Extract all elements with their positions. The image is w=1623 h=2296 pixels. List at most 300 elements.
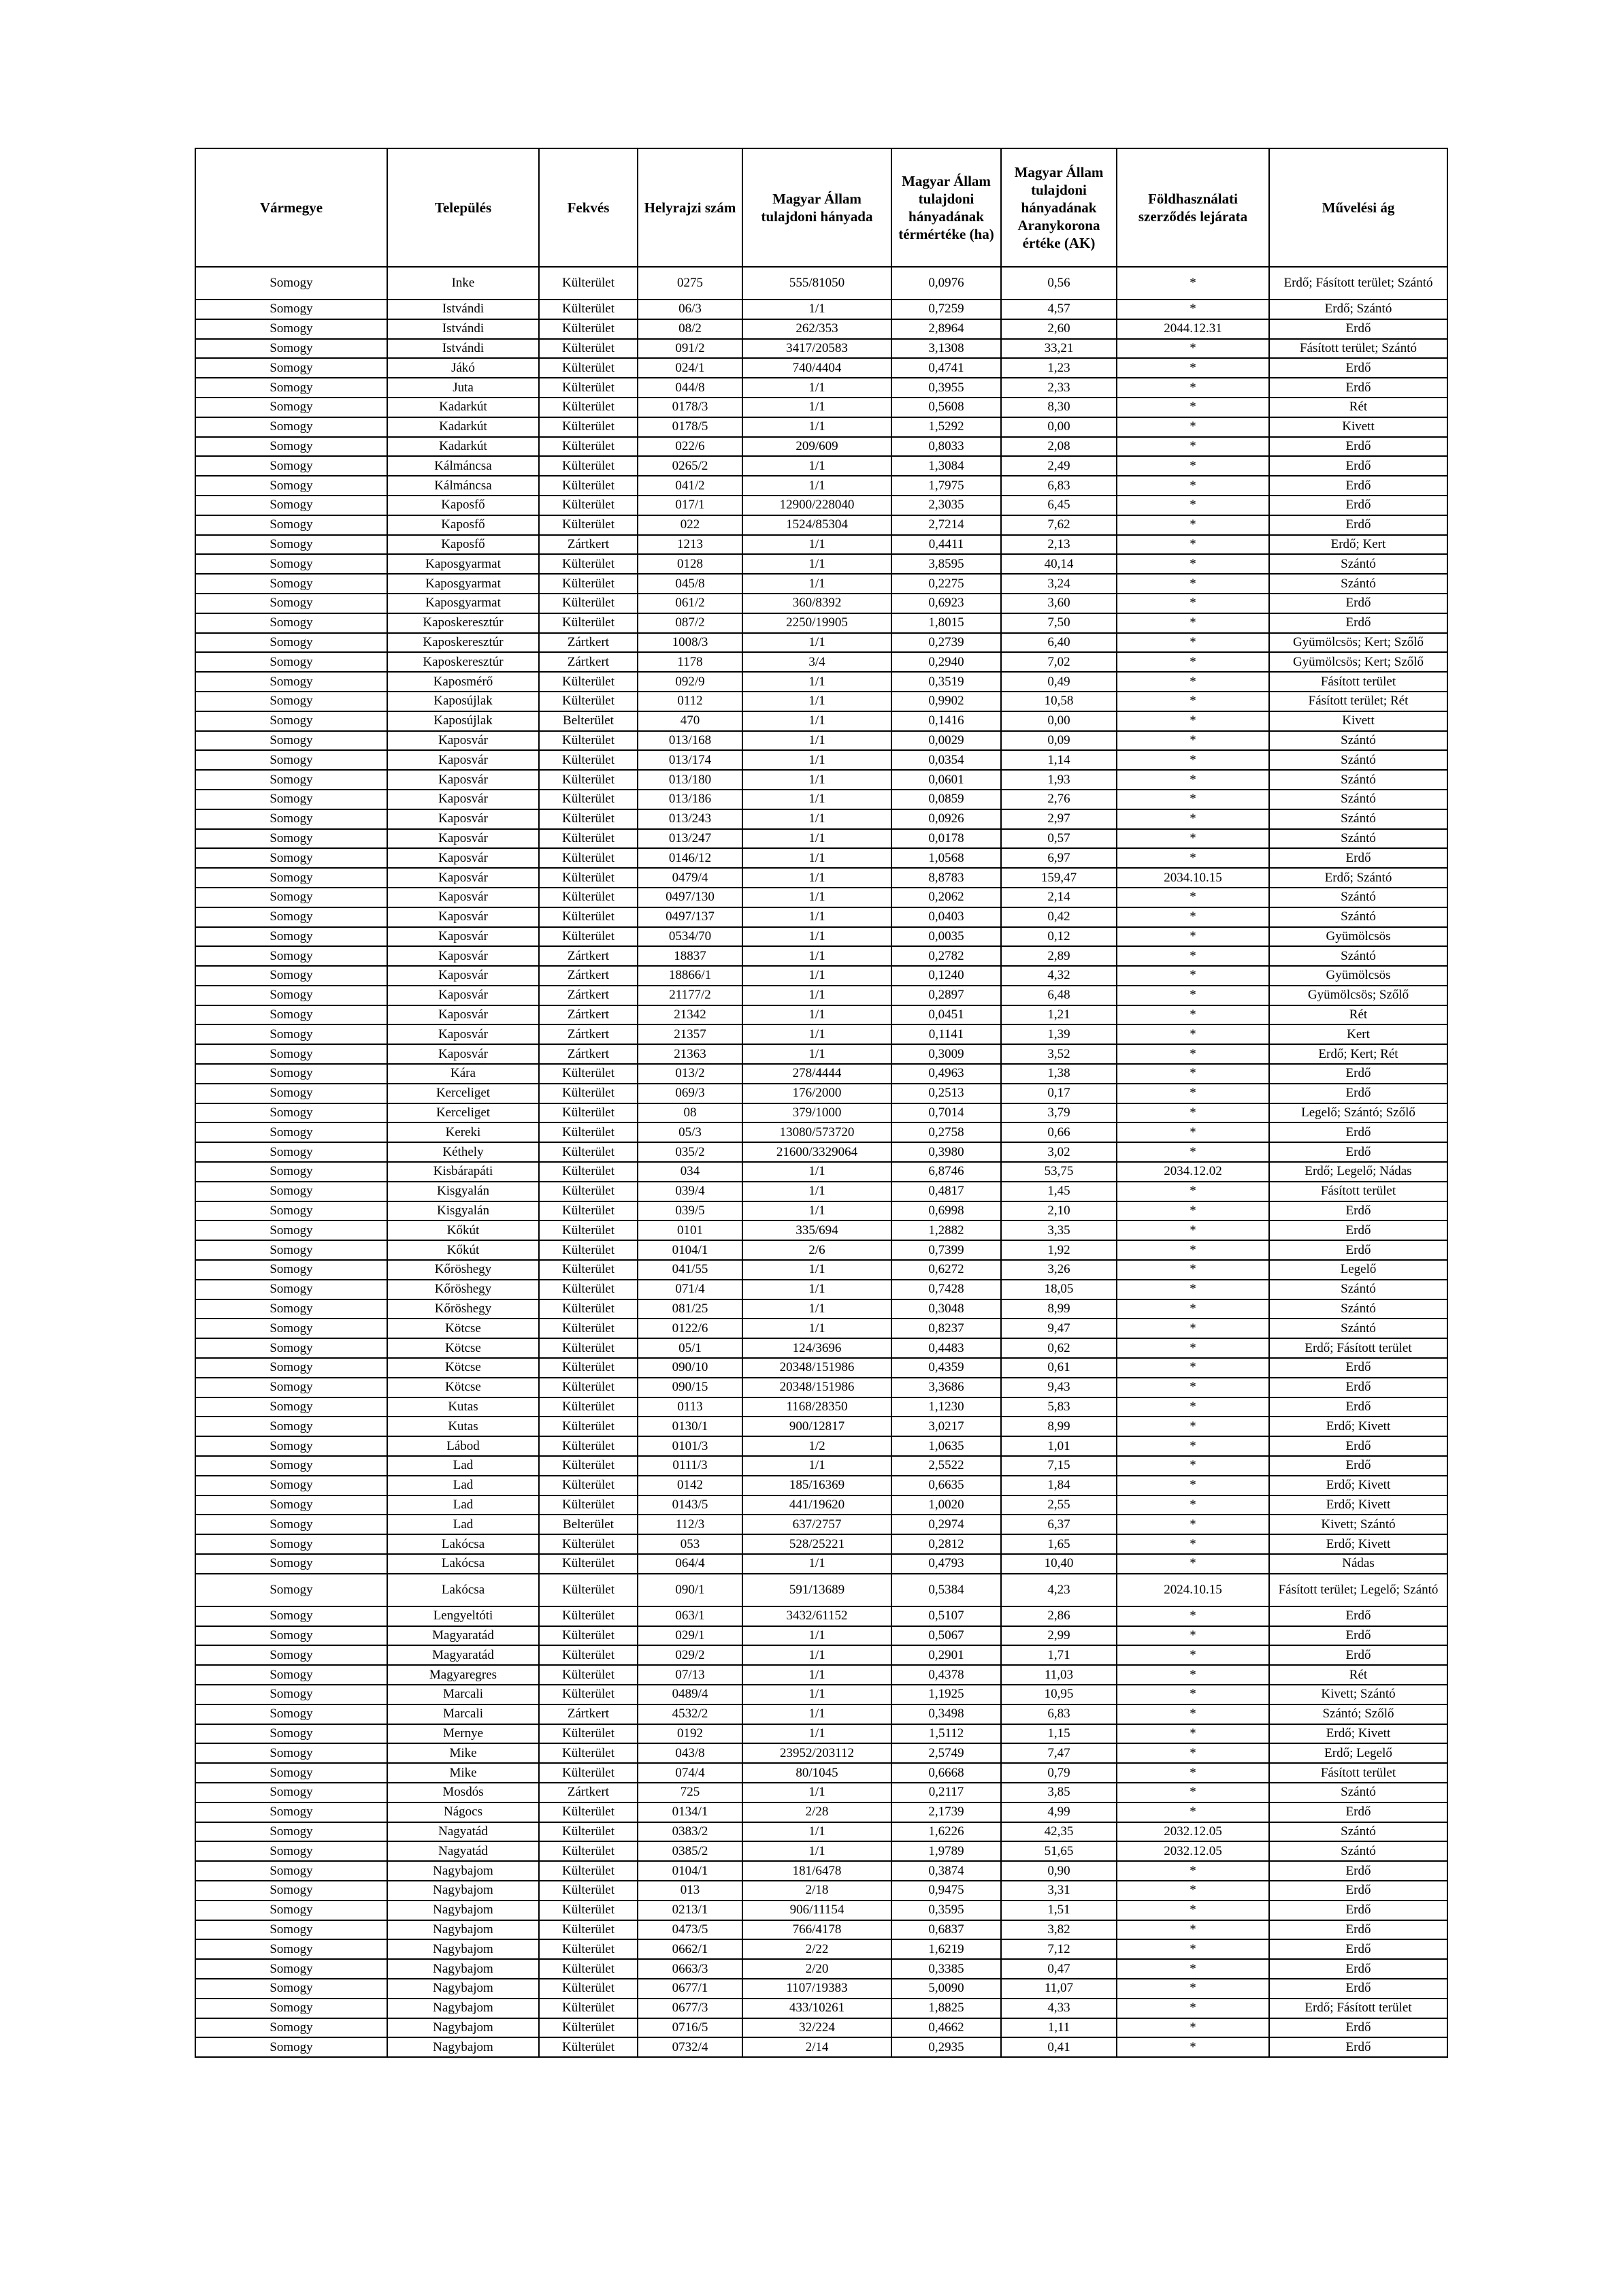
cell-vármegye: Somogy [195,2037,387,2057]
cell-helyrajzi-szám: 07/13 [638,1665,742,1685]
cell-vármegye: Somogy [195,1685,387,1704]
cell-aranykorona: 9,47 [1001,1319,1117,1338]
cell-aranykorona: 0,47 [1001,1959,1117,1979]
cell-fekvés: Zártkert [539,1024,638,1044]
cell-szerzodes-lejarata: * [1117,2037,1269,2057]
cell-aranykorona: 2,86 [1001,1606,1117,1626]
cell-helyrajzi-szám: 0383/2 [638,1822,742,1842]
cell-vármegye: Somogy [195,1397,387,1417]
table-row [195,1959,1447,1979]
cell-tulajdoni-hanyad: 1/1 [742,1162,891,1182]
cell-szerzodes-lejarata: * [1117,1220,1269,1240]
cell-aranykorona: 1,11 [1001,2018,1117,2038]
cell-tulajdoni-hanyad: 1524/85304 [742,515,891,535]
table-row [195,750,1447,770]
table-row [195,1417,1447,1436]
cell-vármegye: Somogy [195,1901,387,1920]
cell-termertek: 0,0354 [891,750,1001,770]
cell-termertek: 0,7014 [891,1103,1001,1123]
table-row [195,907,1447,927]
cell-fekvés: Külterület [539,1822,638,1842]
cell-fekvés: Külterület [539,927,638,947]
cell-fekvés: Külterület [539,1939,638,1959]
cell-fekvés: Külterület [539,1685,638,1704]
cell-muvelesi-ag: Erdő [1269,1901,1447,1920]
cell-muvelesi-ag: Erdő [1269,1645,1447,1665]
cell-termertek: 0,2739 [891,633,1001,653]
cell-helyrajzi-szám: 029/2 [638,1645,742,1665]
cell-település: Istvándi [387,319,539,339]
cell-fekvés: Külterület [539,339,638,359]
cell-vármegye: Somogy [195,692,387,711]
cell-helyrajzi-szám: 0143/5 [638,1495,742,1515]
cell-termertek: 0,6923 [891,594,1001,613]
cell-tulajdoni-hanyad: 32/224 [742,2018,891,2038]
header-row [195,148,1447,267]
cell-helyrajzi-szám: 090/10 [638,1358,742,1378]
cell-fekvés: Belterület [539,711,638,731]
cell-szerzodes-lejarata: * [1117,1743,1269,1763]
cell-vármegye: Somogy [195,1724,387,1744]
cell-település: Kötcse [387,1358,539,1378]
cell-település: Nagybajom [387,1920,539,1940]
cell-szerzodes-lejarata: * [1117,554,1269,574]
cell-aranykorona: 6,45 [1001,496,1117,515]
cell-termertek: 2,5522 [891,1456,1001,1476]
table-row [195,1397,1447,1417]
cell-szerzodes-lejarata: * [1117,907,1269,927]
cell-település: Kaposkeresztúr [387,613,539,633]
cell-szerzodes-lejarata: * [1117,1005,1269,1025]
table-row [195,515,1447,535]
cell-szerzodes-lejarata: * [1117,770,1269,790]
cell-aranykorona: 4,23 [1001,1574,1117,1606]
cell-vármegye: Somogy [195,1783,387,1802]
cell-aranykorona: 1,14 [1001,750,1117,770]
cell-muvelesi-ag: Erdő [1269,476,1447,496]
cell-fekvés: Külterület [539,672,638,692]
cell-szerzodes-lejarata: * [1117,809,1269,829]
cell-helyrajzi-szám: 063/1 [638,1606,742,1626]
cell-termertek: 0,2897 [891,986,1001,1005]
cell-fekvés: Zártkert [539,535,638,555]
cell-vármegye: Somogy [195,398,387,417]
cell-helyrajzi-szám: 0178/3 [638,398,742,417]
cell-tulajdoni-hanyad: 637/2757 [742,1515,891,1534]
cell-vármegye: Somogy [195,358,387,378]
cell-termertek: 1,1925 [891,1685,1001,1704]
cell-tulajdoni-hanyad: 1/1 [742,378,891,398]
cell-termertek: 0,4662 [891,2018,1001,2038]
cell-vármegye: Somogy [195,1299,387,1319]
cell-helyrajzi-szám: 0534/70 [638,927,742,947]
cell-termertek: 0,3385 [891,1959,1001,1979]
table-body [195,267,1447,2057]
cell-település: Kaposvár [387,790,539,809]
cell-muvelesi-ag: Erdő [1269,1959,1447,1979]
cell-tulajdoni-hanyad: 1168/28350 [742,1397,891,1417]
cell-település: Magyaratád [387,1626,539,1646]
cell-település: Kaposfő [387,515,539,535]
cell-muvelesi-ag: Gyümölcsös; Kert; Szőlő [1269,652,1447,672]
cell-termertek: 0,6272 [891,1260,1001,1280]
cell-tulajdoni-hanyad: 441/19620 [742,1495,891,1515]
table-row [195,809,1447,829]
cell-muvelesi-ag: Legelő [1269,1260,1447,1280]
cell-muvelesi-ag: Gyümölcsös; Szőlő [1269,986,1447,1005]
cell-település: Nagybajom [387,1959,539,1979]
cell-település: Kéthely [387,1142,539,1162]
cell-fekvés: Belterület [539,1515,638,1534]
cell-muvelesi-ag: Rét [1269,398,1447,417]
cell-aranykorona: 2,89 [1001,946,1117,966]
table-row [195,1626,1447,1646]
cell-helyrajzi-szám: 470 [638,711,742,731]
header-aranykorona: Magyar Állam tulajdoni hányadának Aranykorona értéke (AK) [1001,148,1117,267]
cell-helyrajzi-szám: 112/3 [638,1515,742,1534]
cell-szerzodes-lejarata: 2034.12.02 [1117,1162,1269,1182]
table-row [195,868,1447,888]
cell-fekvés: Külterület [539,2037,638,2057]
cell-helyrajzi-szám: 013/174 [638,750,742,770]
cell-fekvés: Külterület [539,1476,638,1495]
cell-szerzodes-lejarata: * [1117,535,1269,555]
cell-tulajdoni-hanyad: 433/10261 [742,1999,891,2018]
cell-fekvés: Külterület [539,594,638,613]
cell-település: Kaposvár [387,946,539,966]
cell-aranykorona: 0,66 [1001,1122,1117,1142]
cell-helyrajzi-szám: 0128 [638,554,742,574]
cell-szerzodes-lejarata: * [1117,594,1269,613]
cell-termertek: 0,3009 [891,1044,1001,1064]
cell-település: Kőröshegy [387,1260,539,1280]
cell-vármegye: Somogy [195,1103,387,1123]
table-row [195,574,1447,594]
cell-szerzodes-lejarata: * [1117,496,1269,515]
cell-aranykorona: 40,14 [1001,554,1117,574]
cell-helyrajzi-szám: 0146/12 [638,848,742,868]
cell-fekvés: Külterület [539,574,638,594]
cell-muvelesi-ag: Erdő; Kert; Rét [1269,1044,1447,1064]
cell-aranykorona: 0,62 [1001,1338,1117,1358]
cell-muvelesi-ag: Erdő [1269,1979,1447,1999]
cell-település: Nagybajom [387,2037,539,2057]
cell-helyrajzi-szám: 041/55 [638,1260,742,1280]
cell-vármegye: Somogy [195,1574,387,1606]
cell-helyrajzi-szám: 013/247 [638,829,742,849]
cell-település: Juta [387,378,539,398]
header-fekvés: Fekvés [539,148,638,267]
cell-helyrajzi-szám: 0104/1 [638,1861,742,1881]
cell-aranykorona: 0,00 [1001,711,1117,731]
cell-fekvés: Külterület [539,1103,638,1123]
cell-aranykorona: 0,90 [1001,1861,1117,1881]
cell-település: Mike [387,1743,539,1763]
cell-muvelesi-ag: Szántó [1269,1783,1447,1802]
cell-fekvés: Külterület [539,1881,638,1901]
cell-aranykorona: 2,08 [1001,437,1117,457]
cell-termertek: 1,0020 [891,1495,1001,1515]
cell-muvelesi-ag: Erdő [1269,1240,1447,1260]
cell-vármegye: Somogy [195,986,387,1005]
cell-muvelesi-ag: Erdő [1269,1939,1447,1959]
cell-termertek: 0,3498 [891,1704,1001,1724]
cell-fekvés: Külterület [539,319,638,339]
cell-fekvés: Külterület [539,1743,638,1763]
cell-helyrajzi-szám: 022 [638,515,742,535]
cell-fekvés: Külterület [539,1260,638,1280]
cell-fekvés: Külterület [539,888,638,907]
cell-muvelesi-ag: Erdő; Kivett [1269,1724,1447,1744]
cell-település: Kaposgyarmat [387,574,539,594]
cell-termertek: 1,0568 [891,848,1001,868]
cell-helyrajzi-szám: 4532/2 [638,1704,742,1724]
cell-termertek: 8,8783 [891,868,1001,888]
cell-vármegye: Somogy [195,1704,387,1724]
cell-termertek: 0,2513 [891,1084,1001,1103]
cell-szerzodes-lejarata: * [1117,417,1269,437]
cell-fekvés: Külterület [539,267,638,300]
cell-tulajdoni-hanyad: 1/1 [742,1783,891,1802]
cell-muvelesi-ag: Erdő; Kert [1269,535,1447,555]
cell-szerzodes-lejarata: * [1117,888,1269,907]
cell-szerzodes-lejarata: * [1117,1084,1269,1103]
cell-település: Kaposvár [387,731,539,751]
table-row [195,1704,1447,1724]
cell-tulajdoni-hanyad: 1/1 [742,809,891,829]
cell-szerzodes-lejarata: * [1117,1378,1269,1397]
cell-termertek: 0,3519 [891,672,1001,692]
cell-aranykorona: 2,99 [1001,1626,1117,1646]
cell-helyrajzi-szám: 0662/1 [638,1939,742,1959]
cell-vármegye: Somogy [195,1763,387,1783]
table-row [195,535,1447,555]
cell-helyrajzi-szám: 039/4 [638,1182,742,1201]
cell-muvelesi-ag: Erdő [1269,1122,1447,1142]
cell-település: Kötcse [387,1338,539,1358]
cell-vármegye: Somogy [195,1436,387,1456]
cell-tulajdoni-hanyad: 1/1 [742,300,891,319]
cell-település: Kutas [387,1417,539,1436]
cell-helyrajzi-szám: 21357 [638,1024,742,1044]
table-row [195,1881,1447,1901]
cell-muvelesi-ag: Rét [1269,1005,1447,1025]
cell-tulajdoni-hanyad: 555/81050 [742,267,891,300]
cell-település: Lad [387,1515,539,1534]
cell-vármegye: Somogy [195,1024,387,1044]
cell-fekvés: Külterület [539,378,638,398]
cell-termertek: 0,0035 [891,927,1001,947]
cell-szerzodes-lejarata: * [1117,1645,1269,1665]
cell-termertek: 0,2935 [891,2037,1001,2057]
cell-település: Kötcse [387,1319,539,1338]
cell-muvelesi-ag: Erdő [1269,594,1447,613]
cell-helyrajzi-szám: 0275 [638,267,742,300]
cell-termertek: 0,5608 [891,398,1001,417]
cell-helyrajzi-szám: 071/4 [638,1280,742,1299]
cell-tulajdoni-hanyad: 12900/228040 [742,496,891,515]
cell-tulajdoni-hanyad: 1/1 [742,398,891,417]
cell-szerzodes-lejarata: * [1117,1534,1269,1554]
cell-muvelesi-ag: Legelő; Szántó; Szőlő [1269,1103,1447,1123]
cell-fekvés: Külterület [539,1626,638,1646]
cell-vármegye: Somogy [195,1959,387,1979]
table-row [195,1724,1447,1744]
table-row [195,319,1447,339]
cell-fekvés: Külterület [539,1220,638,1240]
cell-muvelesi-ag: Erdő [1269,1084,1447,1103]
cell-termertek: 1,1230 [891,1397,1001,1417]
cell-fekvés: Külterület [539,1142,638,1162]
cell-tulajdoni-hanyad: 176/2000 [742,1084,891,1103]
cell-vármegye: Somogy [195,1939,387,1959]
cell-fekvés: Külterület [539,1665,638,1685]
cell-aranykorona: 6,48 [1001,986,1117,1005]
table-row [195,1142,1447,1162]
cell-helyrajzi-szám: 1178 [638,652,742,672]
cell-muvelesi-ag: Erdő [1269,2037,1447,2057]
cell-muvelesi-ag: Erdő [1269,496,1447,515]
cell-helyrajzi-szám: 091/2 [638,339,742,359]
cell-aranykorona: 2,76 [1001,790,1117,809]
cell-vármegye: Somogy [195,1534,387,1554]
table-row [195,692,1447,711]
cell-termertek: 0,0601 [891,770,1001,790]
cell-tulajdoni-hanyad: 23952/203112 [742,1743,891,1763]
cell-helyrajzi-szám: 013/243 [638,809,742,829]
table-row [195,1044,1447,1064]
cell-muvelesi-ag: Erdő [1269,613,1447,633]
cell-fekvés: Külterület [539,1084,638,1103]
cell-település: Lad [387,1456,539,1476]
cell-termertek: 0,2062 [891,888,1001,907]
cell-muvelesi-ag: Kivett [1269,711,1447,731]
cell-tulajdoni-hanyad: 1/1 [742,986,891,1005]
cell-termertek: 0,2901 [891,1645,1001,1665]
cell-aranykorona: 1,93 [1001,770,1117,790]
cell-település: Lakócsa [387,1534,539,1554]
cell-vármegye: Somogy [195,1822,387,1842]
cell-aranykorona: 7,47 [1001,1743,1117,1763]
cell-település: Kaposvár [387,1024,539,1044]
land-parcel-table [195,148,1448,2058]
cell-helyrajzi-szám: 0101/3 [638,1436,742,1456]
cell-aranykorona: 6,97 [1001,848,1117,868]
cell-vármegye: Somogy [195,1338,387,1358]
cell-helyrajzi-szám: 05/1 [638,1338,742,1358]
cell-muvelesi-ag: Erdő; Fásított terület [1269,1999,1447,2018]
cell-fekvés: Zártkert [539,1783,638,1802]
cell-muvelesi-ag: Szántó [1269,731,1447,751]
cell-helyrajzi-szám: 0663/3 [638,1959,742,1979]
cell-helyrajzi-szám: 0134/1 [638,1802,742,1822]
table-row [195,267,1447,300]
cell-fekvés: Külterület [539,790,638,809]
cell-vármegye: Somogy [195,515,387,535]
cell-vármegye: Somogy [195,946,387,966]
cell-szerzodes-lejarata: * [1117,986,1269,1005]
cell-aranykorona: 1,84 [1001,1476,1117,1495]
cell-termertek: 0,3955 [891,378,1001,398]
cell-szerzodes-lejarata: * [1117,1142,1269,1162]
cell-termertek: 2,3035 [891,496,1001,515]
cell-település: Kerceliget [387,1084,539,1103]
cell-település: Lakócsa [387,1554,539,1574]
cell-fekvés: Külterület [539,692,638,711]
cell-szerzodes-lejarata: * [1117,1044,1269,1064]
cell-település: Kereki [387,1122,539,1142]
cell-szerzodes-lejarata: * [1117,1495,1269,1515]
cell-szerzodes-lejarata: * [1117,672,1269,692]
table-row [195,1685,1447,1704]
cell-szerzodes-lejarata: * [1117,848,1269,868]
cell-vármegye: Somogy [195,1645,387,1665]
cell-tulajdoni-hanyad: 1/1 [742,907,891,927]
cell-aranykorona: 2,33 [1001,378,1117,398]
cell-termertek: 2,7214 [891,515,1001,535]
cell-település: Nagybajom [387,1979,539,1999]
cell-szerzodes-lejarata: * [1117,1299,1269,1319]
cell-fekvés: Külterület [539,358,638,378]
cell-aranykorona: 3,60 [1001,594,1117,613]
cell-tulajdoni-hanyad: 335/694 [742,1220,891,1240]
header-szerzodes-lejarata: Földhasználati szerződés lejárata [1117,148,1269,267]
table-row [195,1024,1447,1044]
cell-aranykorona: 3,35 [1001,1220,1117,1240]
cell-fekvés: Külterület [539,1724,638,1744]
cell-szerzodes-lejarata: * [1117,267,1269,300]
cell-termertek: 0,4963 [891,1064,1001,1084]
cell-vármegye: Somogy [195,339,387,359]
cell-termertek: 1,3084 [891,456,1001,476]
cell-fekvés: Zártkert [539,966,638,986]
cell-muvelesi-ag: Erdő [1269,1397,1447,1417]
cell-település: Kára [387,1064,539,1084]
cell-muvelesi-ag: Szántó [1269,554,1447,574]
cell-muvelesi-ag: Erdő [1269,437,1447,457]
cell-fekvés: Külterület [539,515,638,535]
cell-tulajdoni-hanyad: 1/1 [742,1841,891,1861]
cell-tulajdoni-hanyad: 1/1 [742,1704,891,1724]
cell-helyrajzi-szám: 090/1 [638,1574,742,1606]
cell-tulajdoni-hanyad: 2/28 [742,1802,891,1822]
cell-aranykorona: 8,99 [1001,1299,1117,1319]
table-row [195,1378,1447,1397]
cell-fekvés: Külterület [539,1358,638,1378]
cell-muvelesi-ag: Erdő; Kivett [1269,1534,1447,1554]
cell-szerzodes-lejarata: * [1117,476,1269,496]
cell-muvelesi-ag: Erdő; Kivett [1269,1417,1447,1436]
cell-tulajdoni-hanyad: 766/4178 [742,1920,891,1940]
cell-tulajdoni-hanyad: 1/1 [742,711,891,731]
cell-szerzodes-lejarata: * [1117,1358,1269,1378]
cell-település: Nagybajom [387,1939,539,1959]
table-row [195,1436,1447,1456]
table-row [195,1260,1447,1280]
cell-termertek: 0,9902 [891,692,1001,711]
cell-muvelesi-ag: Fásított terület; Szántó [1269,339,1447,359]
cell-vármegye: Somogy [195,1665,387,1685]
cell-aranykorona: 9,43 [1001,1378,1117,1397]
table-row [195,339,1447,359]
cell-aranykorona: 0,61 [1001,1358,1117,1378]
cell-szerzodes-lejarata: * [1117,1201,1269,1221]
cell-szerzodes-lejarata: * [1117,711,1269,731]
cell-helyrajzi-szám: 0677/3 [638,1999,742,2018]
cell-termertek: 0,2812 [891,1534,1001,1554]
cell-fekvés: Külterület [539,1201,638,1221]
cell-település: Kaposkeresztúr [387,633,539,653]
